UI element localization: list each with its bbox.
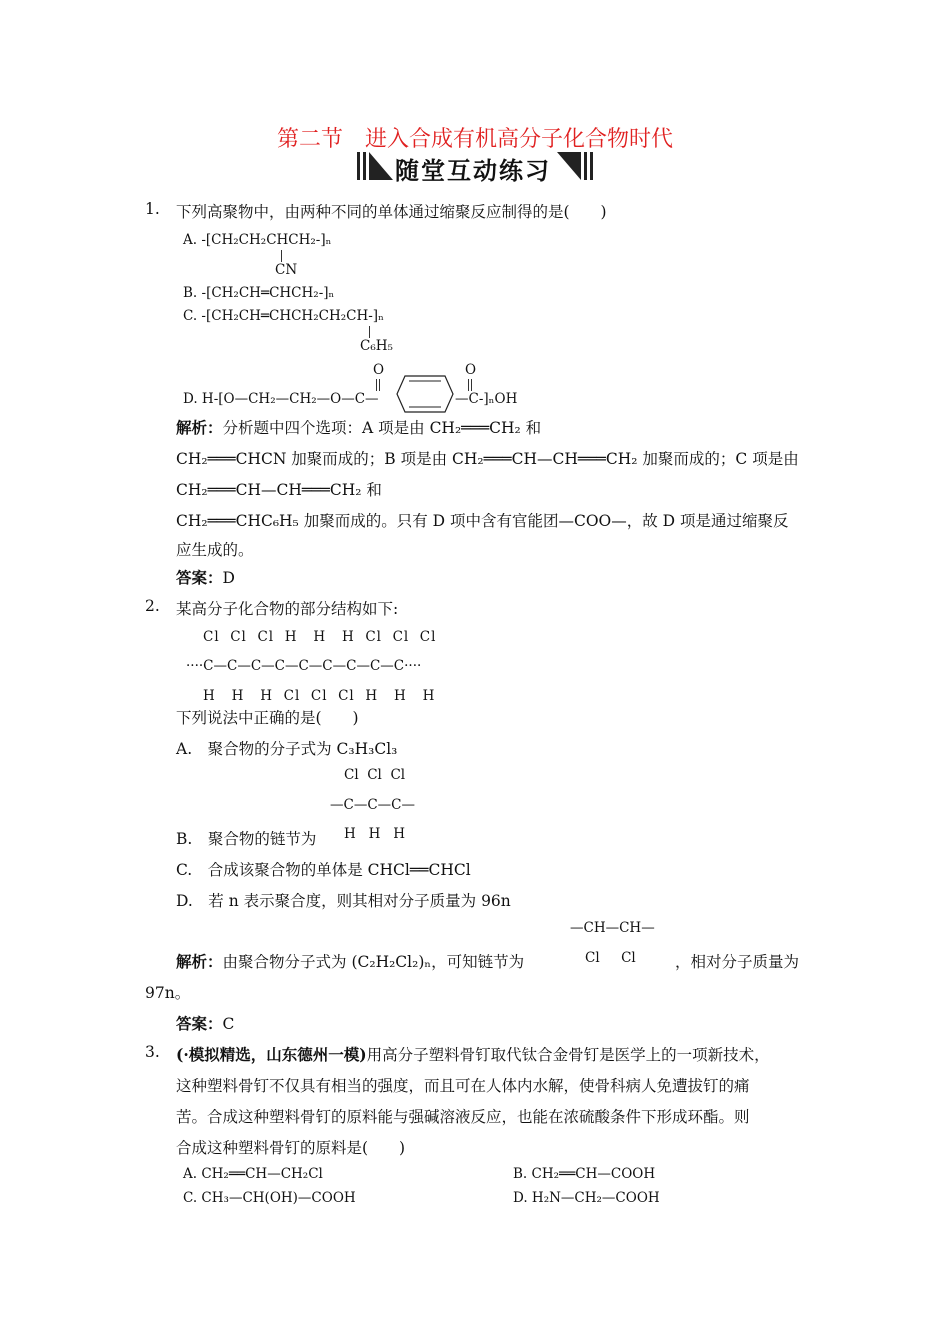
q2-answer-value: C <box>222 1015 235 1033</box>
q1-analysis-line-2: CH₂═══CHCN 加聚而成的；B 项是由 CH₂═══CH—CH═══CH₂ 加聚而成的；C 项是由 <box>176 450 799 468</box>
q1-answer-label: 答案： <box>176 568 223 587</box>
q1-option-c-substituent: C₆H₅ <box>360 338 393 354</box>
q1-analysis-label: 解析： <box>176 418 223 437</box>
q2-answer-label: 答案： <box>176 1014 223 1033</box>
q2-structure-bottom: H H H Cl Cl Cl H H H <box>203 688 436 704</box>
q1-analysis-line-5: 应生成的。 <box>176 541 254 559</box>
q3-option-b: B. CH₂══CH—COOH <box>513 1166 656 1182</box>
q1-c-bond <box>369 326 370 338</box>
q2-answer <box>176 1012 234 1034</box>
q2-option-c: C. 合成该聚合物的单体是 CHCl══CHCl <box>176 861 471 879</box>
q3-number: 3. <box>145 1043 160 1061</box>
q2-question: 下列说法中正确的是( ) <box>176 709 359 727</box>
banner-text: 随堂互动练习 <box>395 157 551 185</box>
q3-text-1: 用高分子塑料骨钉取代钛合金骨钉是医学上的一项新技术， <box>366 1046 770 1064</box>
q2-option-b: B. 聚合物的链节为 <box>176 830 317 848</box>
q2-analysis-line-3: 97n。 <box>145 984 191 1002</box>
q3-option-c: C. CH₃—CH(OH)—COOH <box>183 1190 356 1206</box>
section-banner <box>355 150 595 185</box>
q1-stem: 下列高聚物中，由两种不同的单体通过缩聚反应制得的是( ) <box>176 203 607 221</box>
q1-option-a: A. ‐[CH₂CH₂CHCH₂‐]ₙ <box>183 232 332 248</box>
q2-structure-chain: ····C—C—C—C—C—C—C—C—C···· <box>186 658 422 674</box>
q1-option-a-substituent: CN <box>275 262 298 278</box>
q2-stem: 某高分子化合物的部分结构如下: <box>176 600 399 618</box>
q1-analysis-line-4: CH₂═══CHC₆H₅ 加聚而成的。只有 D 项中含有官能团—COO—，故 D 项是通过缩聚反 <box>176 512 789 530</box>
q2-option-d: D. 若 n 表示聚合度，则其相对分子质量为 96n <box>176 892 511 910</box>
q3-line-3: 苦。合成这种塑料骨钉的原料能与强碱溶液反应，也能在浓硫酸条件下形成环酯。则 <box>176 1108 750 1126</box>
q2-option-a: A. 聚合物的分子式为 C₃H₃Cl₃ <box>176 740 398 758</box>
q1-number: 1. <box>145 200 160 218</box>
q2-b-structure-bottom: H H H <box>344 826 406 842</box>
q2-link-top: —CH—CH— <box>570 920 655 936</box>
q1-d-oxygen-left: O <box>373 362 385 378</box>
q3-source: (·模拟精选，山东德州一模) <box>176 1045 367 1064</box>
q1-d-double-bond-right <box>468 379 472 391</box>
q2-analysis-label: 解析： <box>176 952 223 971</box>
q1-d-double-bond-left <box>376 379 380 391</box>
q2-b-structure-top: Cl Cl Cl <box>344 767 406 783</box>
page-title: 第二节 进入合成有机高分子化合物时代 <box>276 127 673 152</box>
q1-option-d-right: —C‐]ₙOH <box>455 391 518 407</box>
q1-answer <box>176 566 235 588</box>
q2-number: 2. <box>145 597 160 615</box>
q2-structure-top: Cl Cl Cl H H H Cl Cl Cl <box>203 629 437 645</box>
q1-answer-value: D <box>222 569 235 587</box>
q2-analysis-line-1 <box>176 950 524 972</box>
q1-analysis-text-1: 分析题中四个选项：A 项是由 CH₂═══CH₂ 和 <box>222 419 542 437</box>
q2-analysis-text-2: ，相对分子质量为 <box>675 953 800 971</box>
q1-option-c: C. ‐[CH₂CH═CHCH₂CH₂CH‐]ₙ <box>183 308 384 324</box>
q3-line-2: 这种塑料骨钉不仅具有相当的强度，而且可在人体内水解，使骨科病人免遭拔钉的痛 <box>176 1077 750 1095</box>
q2-link-bottom: Cl Cl <box>585 950 636 966</box>
q1-analysis-line-1 <box>176 416 541 438</box>
q1-analysis-line-3: CH₂═══CH—CH═══CH₂ 和 <box>176 481 382 499</box>
q3-option-a: A. CH₂══CH—CH₂Cl <box>183 1166 323 1182</box>
q1-option-d-left: D. H‐[O—CH₂—CH₂—O—C— <box>183 391 379 407</box>
q1-d-oxygen-right: O <box>465 362 477 378</box>
q1-option-b: B. ‐[CH₂CH═CHCH₂‐]ₙ <box>183 285 335 301</box>
benzene-ring-icon <box>395 374 455 414</box>
q3-line-4: 合成这种塑料骨钉的原料是( ) <box>176 1139 406 1157</box>
q2-analysis-text-1: 由聚合物分子式为 (C₂H₂Cl₂)ₙ，可知链节为 <box>222 953 525 971</box>
q1-a-bond <box>281 250 282 262</box>
q3-option-d: D. H₂N—CH₂—COOH <box>513 1190 660 1206</box>
q3-line-1 <box>176 1043 770 1065</box>
q2-b-structure-chain: —C—C—C— <box>330 797 415 813</box>
